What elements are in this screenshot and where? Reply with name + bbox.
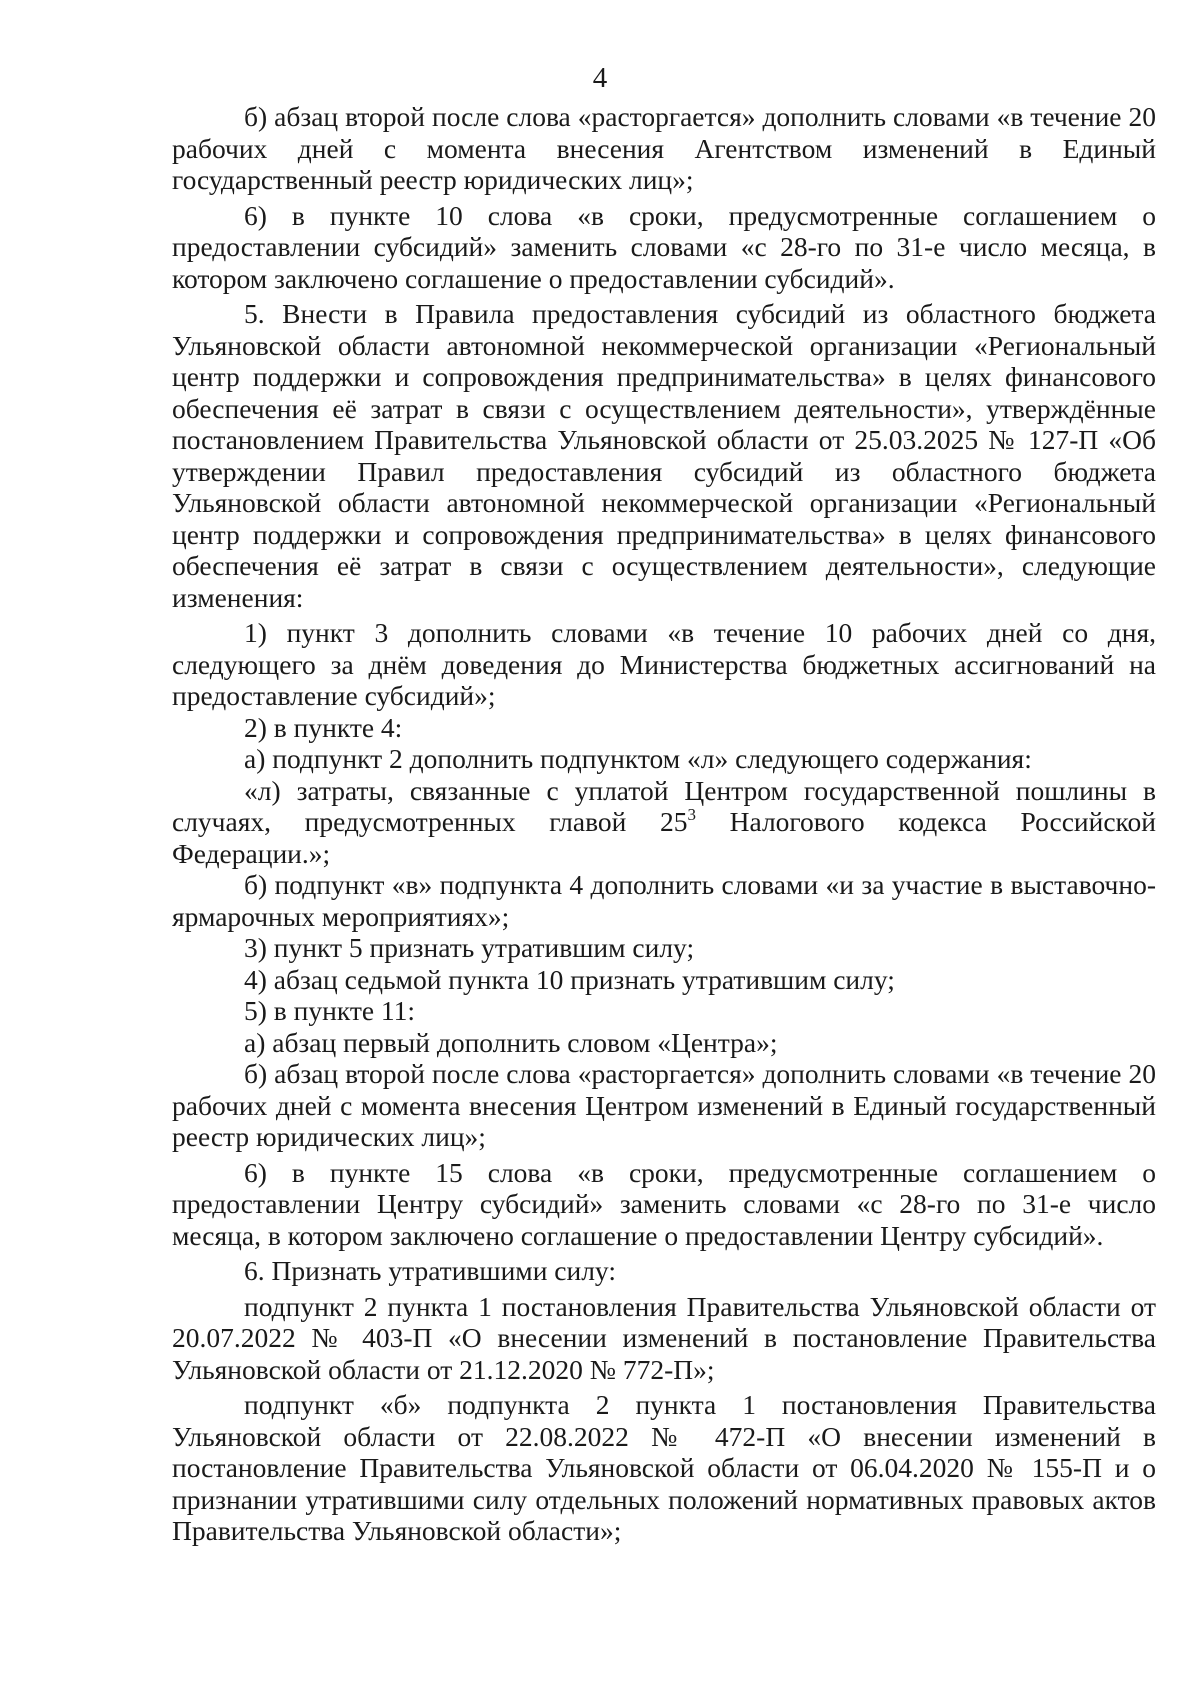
page-number: 4 [592,62,608,94]
paragraph-6-item-2: подпункт «б» подпункта 2 пункта 1 постановления Правительства Ульяновской области от 22.08.2022 № 472-П «О внесении изменений в постановление Правительства Ульяновской области от 06.04.2020 № 155-П и о признании утратившими силу отдельных положений нормативных правовых актов Правительства Ульяновской области»; [172,1389,1156,1546]
paragraph-4b-annex: б) абзац второй после слова «расторгается» дополнить словами «в течение 20 рабочих дней с момента внесения Агентством изменений в Единый государственный реестр юридических лиц»; [172,101,1156,195]
paragraph-5-2a-l [172,775,1156,870]
paragraph-5-2: 2) в пункте 4: [244,711,403,743]
paragraph-5-2b: б) подпункт «в» подпункта 4 дополнить словами «и за участие в выставочно-ярмарочных мероприятиях»; [172,869,1156,932]
paragraph-5-1: 1) пункт 3 дополнить словами «в течение 10 рабочих дней со дня, следующего за днём доведения до Министерства бюджетных ассигнований на предоставление субсидий»; [172,617,1156,711]
paragraph-5-5b: б) абзац второй после слова «расторгается» дополнить словами «в течение 20 рабочих дней с момента внесения Центром изменений в Единый государственный реестр юридических лиц»; [172,1058,1156,1152]
paragraph-5-2a-l-tail: Налогового кодекса Российской Федерации.»; [172,806,1156,869]
paragraph-5-5: 5) в пункте 11: [244,995,416,1026]
paragraph-5-6: 6) в пункте 15 слова «в сроки, предусмотренные соглашением о предоставлении Центру субсидий» заменить словами «с 28-го по 31-е число месяца, в котором заключено соглашение о предоставлении Центру субсидий». [172,1156,1156,1251]
superscript-3: 3 [687,805,696,824]
paragraph-6-item-1: подпункт 2 пункта 1 постановления Правительства Ульяновской области от 20.07.2022 № 403-П «О внесении изменений в постановление Правительства Ульяновской области от 21.12.2020 № 772-П»; [172,1290,1156,1385]
paragraph-5-3: 3) пункт 5 признать утратившим силу; [244,932,695,963]
paragraph-4-6: 6) в пункте 10 слова «в сроки, предусмотренные соглашением о предоставлении субсидий» заменить словами «с 28-го по 31-е число месяца, в котором заключено соглашение о предоставлении субсидий». [172,199,1156,294]
document-body [172,101,1156,1547]
paragraph-5-intro: 5. Внести в Правила предоставления субсидий из областного бюджета Ульяновской области автономной некоммерческой организации «Региональный центр поддержки и сопровождения предпринимательства» в целях финансового обеспечения её затрат в связи с осуществлением деятельности», утверждённые постановлением Правительства Ульяновской области от 25.03.2025 № 127-П «Об утверждении Правил предоставления субсидий из областного бюджета Ульяновской области автономной некоммерческой организации «Региональный центр поддержки и сопровождения предпринимательства» в целях финансового обеспечения её затрат в связи с осуществлением деятельности», следующие изменения: [172,298,1156,613]
paragraph-5-4: 4) абзац седьмой пункта 10 признать утратившим силу; [244,963,895,995]
paragraph-6-intro: 6. Признать утратившими силу: [244,1255,616,1286]
paragraph-5-5a: а) абзац первый дополнить словом «Центра»; [244,1026,778,1058]
paragraph-5-2a-l-text: «л) затраты, связанные с уплатой Центром государственной пошлины в случаях, предусмотренных главой 25 [172,774,1156,837]
paragraph-5-2a: а) подпункт 2 дополнить подпунктом «л» следующего содержания: [244,743,1032,774]
